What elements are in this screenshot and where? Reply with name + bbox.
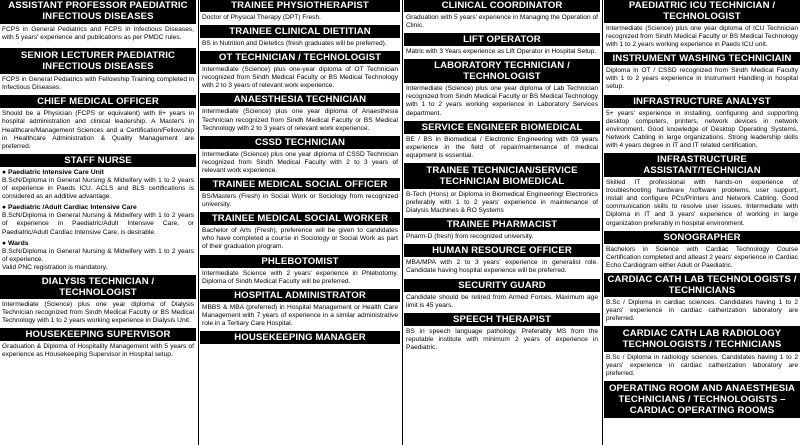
job-desc-security-guard: Candidate should be retired from Armed Forces. Maximum age limit is 45 years. xyxy=(406,293,598,309)
column-1 xyxy=(0,0,196,445)
column-2 xyxy=(200,0,400,445)
job-desc-infrastructure-analyst: 5+ years' experience in installing, configuring and supporting desktop computers, printers, network devices in network environment. Good knowledge of Desktop Operating Systems, Network Cabling in large organizations. Strong leadership skills with 4 years degree in IT and IT related certification. xyxy=(606,109,798,149)
job-desc-trainee-physiotherapist: Doctor of Physical Therapy (DPT) Fresh. xyxy=(202,14,321,21)
job-desc-dialysis-technician: Intermediate (Science) plus one year diploma of Dialysis Technician recognized from Sindh Medical Faculty or BS Medical Technology with 1 to 2 years working experience in Dialysis Unit. xyxy=(2,300,194,325)
job-desc-clinical-coordinator: Graduation with 5 years' experience in Managing the Operation of Clinic. xyxy=(406,14,598,30)
job-title-ot-technician: OT TECHNICIAN / TECHNOLOGIST xyxy=(200,51,400,64)
job-desc-trainee-pharmacist: Pharm-D (fresh) from recognized university. xyxy=(406,233,534,241)
job-desc-sonographer: Bachelors in Science with Cardiac Technology Course Certification completed and atleast 2 years' experience in Cardiac Echo Cardiogram either Adult or Paediatric. xyxy=(606,245,798,269)
column-divider xyxy=(198,0,199,445)
job-title-trainee-dietitian: TRAINEE CLINICAL DIETITIAN xyxy=(200,25,400,38)
job-title-housekeeping-supervisor: HOUSEKEEPING SUPERVISOR xyxy=(0,328,196,341)
job-title-housekeeping-manager: HOUSEKEEPING MANAGER xyxy=(200,331,400,344)
staff-nurse-desc-picu: B.ScN/Diploma in General Nursing & Midwifery with 1 to 2 years of experience in Paeds ICU. ACLS and BLS certifications is considered as an additive advantage. xyxy=(2,176,194,201)
job-desc-phlebotomist: Intermediate Science with 2 years' experience in Phlebotomy. Diploma of Sindh Medical Faculty will be preferred. xyxy=(202,269,398,285)
job-title-service-engineer-biomedical: SERVICE ENGINEER BIOMEDICAL xyxy=(404,121,600,134)
job-desc-cath-lab-technologist: B.Sc / Diploma in cardiac sciences. Candidates having 1 to 2 years' experience in cardiac catherization laboratory are preferred. xyxy=(606,298,798,323)
job-desc-paeds-icu-technician: Intermediate (Science) plus one year diploma of ICU Technician recognized from Sindh Medical Faculty or BS Medical Technology with 1 to 2 years working experience in Paeds ICU unit. xyxy=(606,25,798,49)
job-title-paeds-icu-technician: PAEDIATRIC ICU TECHNICIAN / TECHNOLOGIST xyxy=(604,0,800,23)
job-title-staff-nurse: STAFF NURSE xyxy=(0,154,196,167)
staff-nurse-desc-cardiac: B.ScN/Diploma in General Nursing & Midwifery with 1 to 2 years of experience in Paediatric/Adult Intensive Care, or Paediatric/Adult Cardiac Intensive Care, is desirable. xyxy=(2,212,194,236)
job-desc-lab-technician: Intermediate (Science) plus one year diploma of Lab Technician recognized from Sindh Medical Faculty or BS Medical Technology with 1 to 2 years working experience in Laboratory Services department. xyxy=(406,85,598,117)
job-desc-speech-therapist: BS in speech language pathology. Preferably MS from the reputable institute with minimum 2 years of experience in Paediatric. xyxy=(406,327,598,351)
job-desc-service-engineer-biomedical: BE / BS in Biomedical / Electronic Engineering with 03 years experience in the field of repair/maintenance of medical equipment is essential. xyxy=(406,135,598,159)
job-desc-trainee-dietitian: BS in Nutrition and Dietetics (fresh graduates will be preferred). xyxy=(202,40,387,48)
staff-nurse-unit-wards: ● Wards xyxy=(2,239,29,247)
job-desc-anaesthesia-technician: Intermediate (Science) plus one year diploma of Anaesthesia Technician recognized from Sindh Medical Faculty or BS Medical Technology with 2 to 3 years of relevant work experience. xyxy=(202,108,398,132)
job-desc-instrument-washing-technician: Diploma in OT / CSSD recognized from Sindh Medical Faculty with 1 to 2 years experience in Instrument Handling in hospital setup. xyxy=(606,67,798,91)
staff-nurse-desc-wards: B.ScN/Diploma in General Nursing & Midwifery with 1 to 2 years of experience. xyxy=(2,247,194,263)
job-title-clinical-coordinator: CLINICAL COORDINATOR xyxy=(404,0,600,12)
job-title-infrastructure-assistant: INFRASTRUCTURE ASSISTANT/TECHNICIAN xyxy=(604,153,800,177)
job-desc-hr-officer: MBA/MPA with 2 to 3 years' experience in generalist role. Candidate having hospital experience will be preferred. xyxy=(406,259,598,275)
job-title-hospital-administrator: HOSPITAL ADMINISTRATOR xyxy=(200,289,400,302)
job-desc-trainee-service-technician: B-Tech (Hons) or Diploma in Biomedical Engineering/ Electronics preferably with 1 to 2 years' experience in maintenance of Dialysis Machines & RO Systems xyxy=(406,190,598,215)
job-title-trainee-service-technician: TRAINEE TECHNICIAN/SERVICE TECHNICIAN BIOMEDICAL xyxy=(404,163,600,189)
job-title-security-guard: SECURITY GUARD xyxy=(404,279,600,292)
job-title-trainee-social-worker: TRAINEE MEDICAL SOCIAL WORKER xyxy=(200,212,400,225)
job-title-asst-prof-paeds-id: ASSISTANT PROFESSOR PAEDIATRIC INFECTIOUS DISEASES xyxy=(0,0,196,24)
job-title-cath-lab-technologist: CARDIAC CATH LAB TECHNOLOGISTS / TECHNICIANS xyxy=(604,273,800,297)
job-title-dialysis-technician: DIALYSIS TECHNICIAN / TECHNOLOGIST xyxy=(0,275,196,299)
column-3 xyxy=(404,0,600,445)
staff-nurse-unit-picu: ● Paediatric Intensive Care Unit xyxy=(2,168,104,176)
job-desc-cath-lab-radiology: B.Sc / Diploma in radiology sciences. Candidates having 1 to 2 years' experience in cardiac catherization laboratory are preferred. xyxy=(606,354,798,378)
job-desc-housekeeping-supervisor: Graduation & Diploma of Hospitality Management with 5 years of experience as Housekeeping Supervisor in Hospital setup. xyxy=(2,343,194,359)
job-desc-hospital-administrator: MBBS & MBA (preferred) in Hospital Management or Health Care Management with 7 years of experience in a similar administrative role in a Tertiary Care Hospital. xyxy=(202,303,398,327)
job-title-senior-lecturer-paeds-id: SENIOR LECTURER PAEDIATRIC INFECTIOUS DISEASES xyxy=(0,48,196,74)
job-title-sonographer: SONOGRAPHER xyxy=(604,231,800,244)
job-title-hr-officer: HUMAN RESOURCE OFFICER xyxy=(404,244,600,257)
job-desc-trainee-social-officer: BS/Masters (Fresh) in Social Work or Sociology from recognized university. xyxy=(202,193,398,209)
job-title-lift-operator: LIFT OPERATOR xyxy=(404,33,600,46)
column-4 xyxy=(604,0,800,445)
job-desc-ot-technician: Intermediate (Science) plus one-year diploma of OT Technician recognized from Sindh Medical Faculty or BS Medical Technology with 2 to 3 years of relevant work experience. xyxy=(202,66,398,90)
column-divider xyxy=(602,0,603,445)
job-title-phlebotomist: PHLEBOTOMIST xyxy=(200,255,400,268)
staff-nurse-unit-cardiac: ● Paediatric /Adult Cardiac Intensive Care xyxy=(2,204,137,212)
job-desc-infrastructure-assistant: Skilled IT professional with hands-on experience of troubleshooting hardware /software problems, user support, install and configure PCs/Printers and Network Cabling. Good communication skills to resolve user issues. Intermediate with Diploma in IT and 3 years' experience of working in large organization preferably in hospital environment. xyxy=(606,179,798,227)
job-title-lab-technician: LABORATORY TECHNICIAN / TECHNOLOGIST xyxy=(404,59,600,83)
job-title-operating-room-anaesthesia: OPERATING ROOM AND ANAESTHESIA TECHNICIANS / TECHNOLOGISTS – CARDIAC OPERATING ROOMS xyxy=(604,381,800,418)
job-title-instrument-washing-technician: INSTRUMENT WASHING TECHNICIAIN xyxy=(604,52,800,65)
staff-nurse-registration-note: Valid PNC registration is mandatory. xyxy=(2,263,108,271)
job-title-cssd-technician: CSSD TECHNICIAN xyxy=(200,136,400,149)
column-divider xyxy=(402,0,403,445)
job-title-chief-medical-officer: CHIEF MEDICAL OFFICER xyxy=(0,95,196,108)
job-desc-senior-lecturer-paeds-id: FCPS in General Pediatrics with Fellowship Training completed in Infectious Diseases. xyxy=(2,76,194,92)
job-desc-cssd-technician: Intermediate (Science) plus one year diploma of CSSD Technician recognized from Sindh Medical Faculty with 2 to 3 years of relevant work experience. xyxy=(202,150,398,174)
job-title-trainee-social-officer: TRAINEE MEDICAL SOCIAL OFFICER xyxy=(200,178,400,191)
job-title-speech-therapist: SPEECH THERAPIST xyxy=(404,313,600,326)
job-title-trainee-physiotherapist: TRAINEE PHYSIOTHERAPIST xyxy=(200,0,400,12)
job-title-infrastructure-analyst: INFRASTRUCTURE ANALYST xyxy=(604,95,800,108)
job-title-cath-lab-radiology: CARDIAC CATH LAB RADIOLOGY TECHNOLOGISTS / TECHNICIANS xyxy=(604,326,800,352)
job-desc-lift-operator: Matric with 3 Years experience as Lift Operator in Hospital Setup. xyxy=(406,48,597,56)
job-title-trainee-pharmacist: TRAINEE PHARMACIST xyxy=(404,218,600,231)
job-title-anaesthesia-technician: ANAESTHESIA TECHNICIAN xyxy=(200,93,400,106)
job-desc-asst-prof-paeds-id: FCPS in General Pediatrics and FCPS in Infectious Diseases, with 5 years' experience and publications as per PMDC rules. xyxy=(2,26,194,42)
job-desc-trainee-social-worker: Bachelor of Arts (Fresh), preference will be given to candidates who have completed a course in Sociology or Social Work as part of their graduation program. xyxy=(202,227,398,251)
job-desc-chief-medical-officer: Should be a Physician (FCPS or equivalent) with 8+ years in hospital administration and clinical leadership. A Master's in Healthcare/Management Sciences and a Certification/Fellowship in Healthcare Administration & Quality Management are preferred. xyxy=(2,110,194,150)
